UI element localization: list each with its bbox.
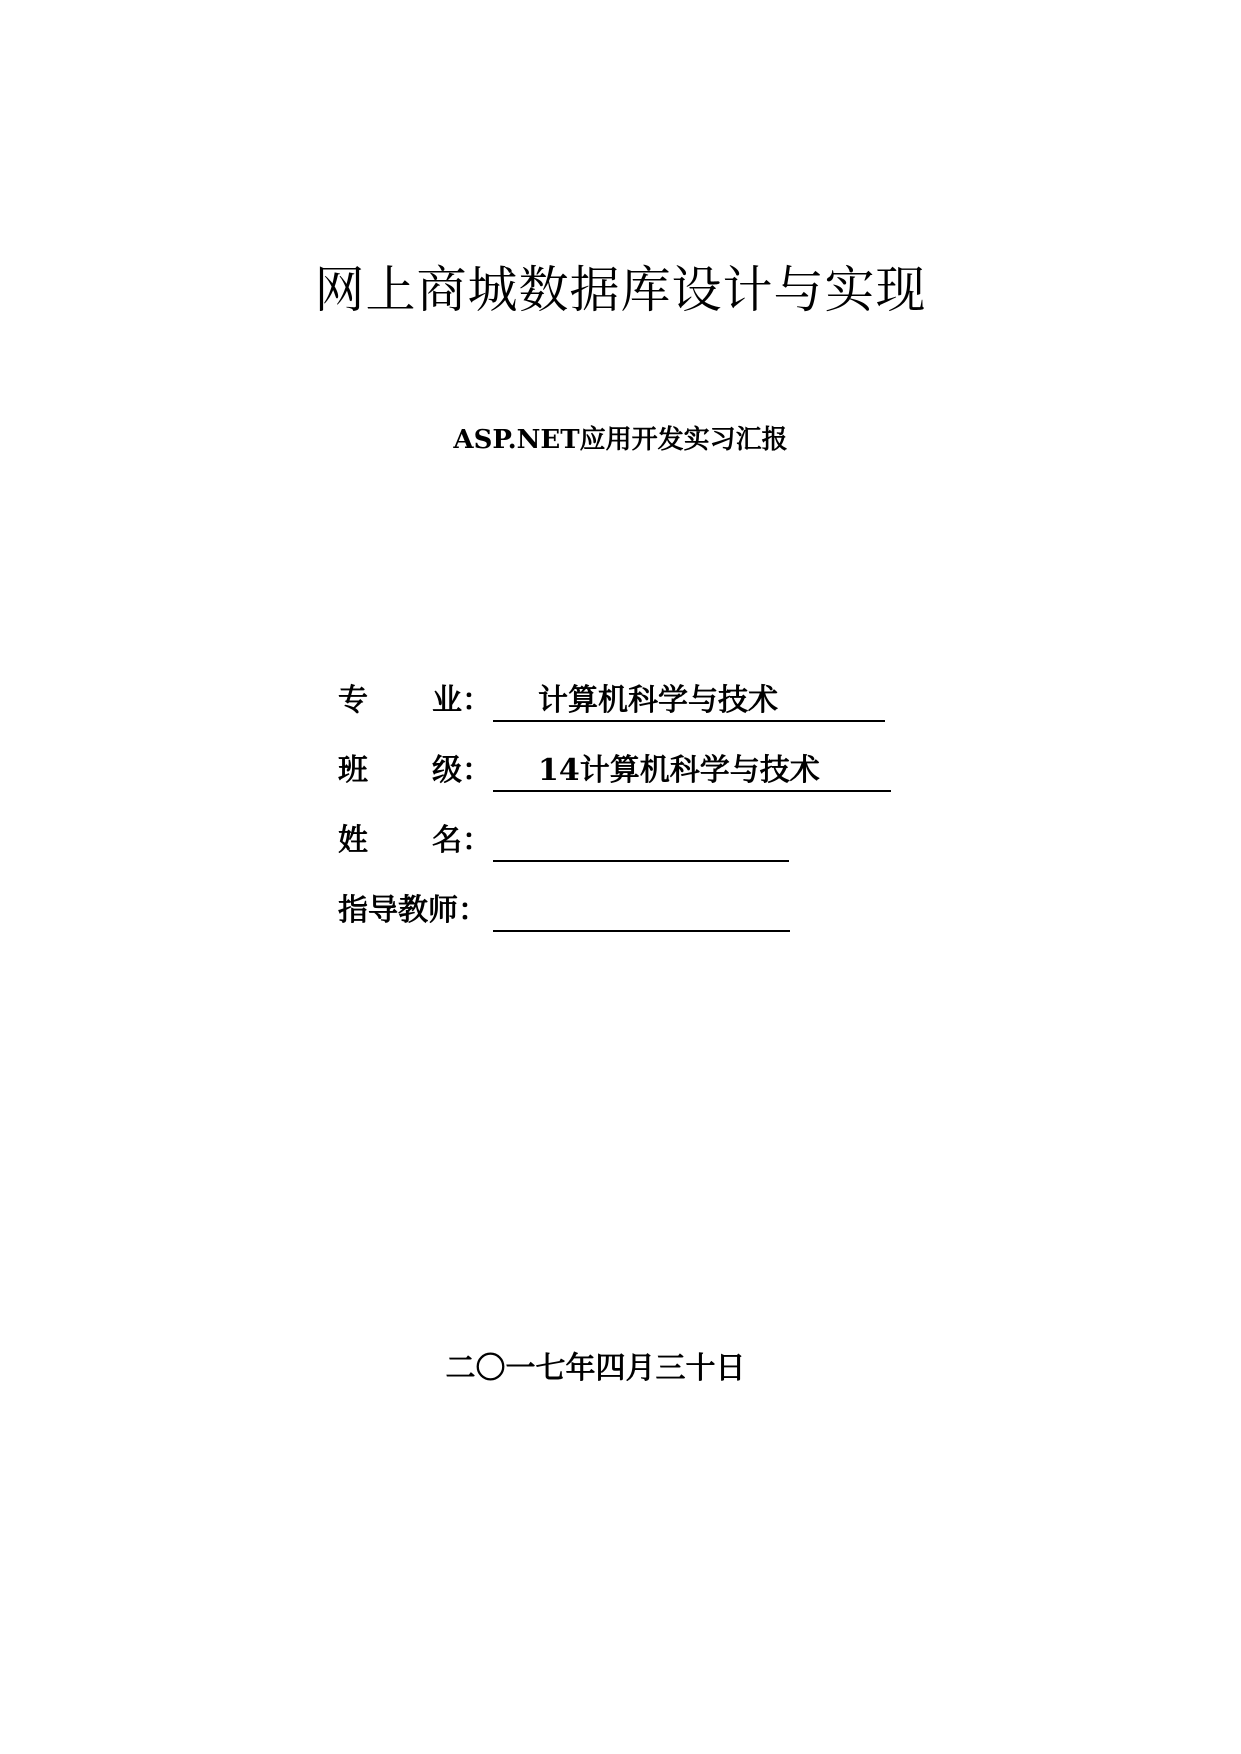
major-label-char1: 专 xyxy=(338,683,368,718)
major-label-char2: 业： xyxy=(432,683,492,718)
name-field xyxy=(493,818,789,862)
major-field xyxy=(493,678,885,722)
document-title: 网上商城数据库设计与实现 xyxy=(314,261,927,319)
class-label-char1: 班 xyxy=(338,753,368,788)
major-value: 计算机科学与技术 xyxy=(538,683,778,718)
name-label-char1: 姓 xyxy=(338,823,368,858)
advisor-label-text: 指导教师： xyxy=(338,893,488,928)
class-label-char2: 级： xyxy=(432,753,492,788)
name-label-char2: 名： xyxy=(432,823,492,858)
document-subtitle: ASP.NET应用开发实习汇报 xyxy=(453,425,788,455)
class-value: 14计算机科学与技术 xyxy=(538,753,820,788)
advisor-field xyxy=(493,888,790,932)
class-field xyxy=(493,748,891,792)
report-date: 二〇一七年四月三十日 xyxy=(445,1351,746,1386)
